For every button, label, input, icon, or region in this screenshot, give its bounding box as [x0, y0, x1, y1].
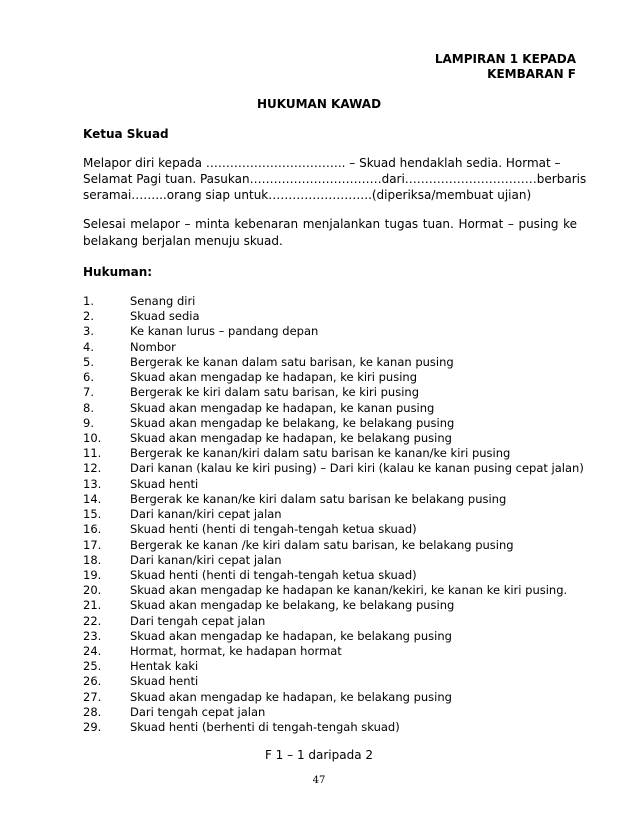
item-number: 26. [83, 674, 102, 689]
item-number: 6. [83, 370, 94, 385]
list-item [83, 355, 603, 370]
item-text: Skuad henti [130, 476, 199, 491]
list-item [83, 507, 603, 522]
page-reference: F 1 – 1 daripada 2 [264, 748, 374, 762]
item-number: 1. [83, 294, 94, 308]
item-text: Bergerak ke kanan/ke kiri dalam satu barisan ke belakang pusing [130, 491, 507, 506]
item-number: 17. [83, 537, 102, 552]
list-item [83, 720, 603, 735]
item-number: 22. [83, 613, 102, 628]
list-item [83, 309, 603, 324]
item-number: 8. [83, 400, 94, 415]
item-number: 13. [83, 476, 102, 491]
item-text: Dari kanan (kalau ke kiri pusing) – Dari kiri (kalau ke kanan pusing cepat jalan) [130, 461, 584, 476]
item-number: 25. [83, 659, 102, 674]
list-item [83, 370, 603, 385]
list-item [83, 477, 603, 492]
completion-paragraph: Selesai melapor – minta kebenaran menjalankan tugas tuan. Hormat – pusing ke belakang berjalan menuju skuad. [83, 217, 577, 248]
item-number: 18. [83, 552, 102, 567]
item-text: Skuad henti (henti di tengah-tengah ketua skuad) [130, 522, 417, 537]
item-number: 9. [83, 415, 94, 430]
list-item [83, 431, 603, 446]
item-text: Bergerak ke kanan/kiri dalam satu barisan ke kanan/ke kiri pusing [130, 446, 511, 461]
item-number: 12. [83, 461, 102, 476]
item-number: 5. [83, 354, 94, 369]
page-number: 47 [312, 775, 326, 786]
list-item [83, 522, 603, 537]
list-item [83, 629, 603, 644]
item-number: 3. [83, 324, 94, 339]
item-number: 28. [83, 704, 102, 719]
annex-header-line-2: KEMBARAN F [487, 67, 576, 81]
list-heading: Hukuman: [83, 265, 153, 279]
list-item [83, 340, 603, 355]
item-text: Hentak kaki [130, 659, 199, 674]
item-text: Skuad akan mengadap ke hadapan, ke belakang pusing [130, 430, 452, 445]
item-text: Hormat, hormat, ke hadapan hormat [130, 644, 342, 659]
item-text: Skuad akan mengadap ke belakang, ke belakang pusing [130, 598, 455, 613]
list-item [83, 614, 603, 629]
item-text: Dari kanan/kiri cepat jalan [130, 507, 282, 522]
list-item [83, 446, 603, 461]
list-item [83, 674, 603, 689]
report-paragraph-line-1: Melapor diri kepada …………………………….. – Skuad hendaklah sedia. Hormat – [83, 156, 561, 170]
item-number: 27. [83, 689, 102, 704]
list-item [83, 644, 603, 659]
list-item [83, 416, 603, 431]
item-text: Skuad akan mengadap ke hadapan, ke kanan pusing [130, 400, 435, 415]
list-item [83, 583, 603, 598]
item-text: Ke kanan lurus – pandang depan [130, 324, 319, 339]
list-item [83, 705, 603, 720]
item-text: Skuad akan mengadap ke hadapan, ke kiri pusing [130, 370, 417, 385]
item-number: 7. [83, 385, 94, 400]
list-item [83, 568, 603, 583]
item-text: Skuad akan mengadap ke hadapan ke kanan/kekiri, ke kanan ke kiri pusing. [130, 583, 568, 598]
item-number: 24. [83, 644, 102, 659]
item-text: Bergerak ke kanan /ke kiri dalam satu barisan, ke belakang pusing [130, 537, 514, 552]
item-text: Nombor [130, 339, 176, 354]
item-text: Dari tengah cepat jalan [130, 613, 266, 628]
item-text: Bergerak ke kanan dalam satu barisan, ke kanan pusing [130, 354, 454, 369]
annex-header-line-1: LAMPIRAN 1 KEPADA [434, 52, 576, 66]
list-item [83, 598, 603, 613]
list-item [83, 324, 603, 339]
section-heading: Ketua Skuad [83, 127, 169, 141]
item-number: 19. [83, 567, 102, 582]
list-item [83, 401, 603, 416]
item-text: Dari tengah cepat jalan [130, 704, 266, 719]
item-number: 4. [83, 339, 94, 354]
item-number: 29. [83, 720, 102, 735]
item-number: 14. [83, 491, 102, 506]
item-number: 10. [83, 430, 102, 445]
item-number: 20. [83, 583, 102, 598]
list-item [83, 461, 603, 476]
report-paragraph-line-2: Selamat Pagi tuan. Pasukan……………………………dari……………………………berbaris [83, 172, 587, 186]
list-item [83, 553, 603, 568]
item-number: 15. [83, 507, 102, 522]
item-number: 23. [83, 628, 102, 643]
item-text: Bergerak ke kiri dalam satu barisan, ke kiri pusing [130, 385, 419, 400]
report-paragraph-line-3: seramai……...orang siap untuk……………………..(diperiksa/membuat ujian) [83, 188, 532, 202]
item-number: 11. [83, 446, 102, 461]
list-item [83, 492, 603, 507]
item-number: 21. [83, 598, 102, 613]
item-text: Skuad akan mengadap ke hadapan, ke belakang pusing [130, 689, 452, 704]
list-item [83, 690, 603, 705]
list-item [83, 538, 603, 553]
item-text: Skuad henti (henti di tengah-tengah ketua skuad) [130, 567, 417, 582]
item-text: Skuad akan mengadap ke belakang, ke belakang pusing [130, 415, 455, 430]
command-list [83, 294, 603, 735]
item-text: Skuad henti (berhenti di tengah-tengah skuad) [130, 720, 400, 735]
list-item [83, 385, 603, 400]
item-text: Skuad sedia [130, 309, 200, 324]
item-text: Dari kanan/kiri cepat jalan [130, 552, 282, 567]
list-item [83, 659, 603, 674]
item-text: Senang diri [130, 294, 196, 308]
item-text: Skuad henti [130, 674, 199, 689]
list-item [83, 294, 603, 309]
item-number: 2. [83, 309, 94, 324]
document-title: HUKUMAN KAWAD [256, 97, 382, 111]
item-number: 16. [83, 522, 102, 537]
item-text: Skuad akan mengadap ke hadapan, ke belakang pusing [130, 628, 452, 643]
